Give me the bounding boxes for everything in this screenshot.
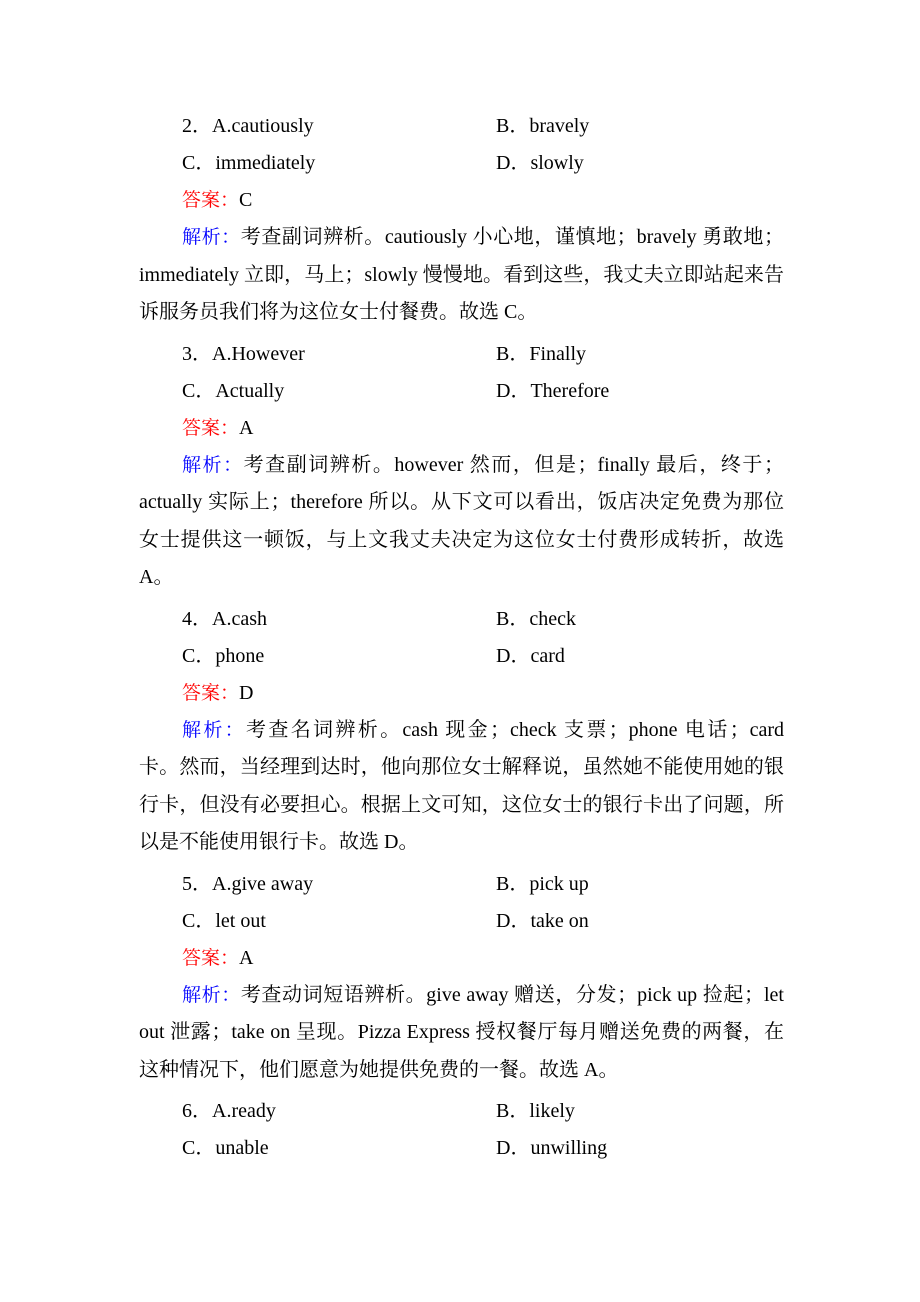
option-a: 4．A.cash [182, 607, 267, 630]
question-3 [139, 336, 784, 597]
question-5 [139, 866, 784, 1090]
answer-value: A [239, 946, 254, 969]
option-c: C．unable [182, 1137, 269, 1159]
option-b: B．pick up [496, 872, 589, 895]
option-a: 3．A.However [182, 342, 305, 365]
answer-value: C [239, 189, 253, 211]
question-4 [139, 601, 784, 862]
option-c: C．phone [182, 644, 265, 667]
options-row-cd [139, 1130, 784, 1167]
answer-label: 答案： [182, 946, 240, 969]
options-row-ab [139, 1093, 784, 1130]
answer-line [139, 182, 784, 219]
option-d: D．card [496, 644, 565, 667]
options-row-cd [139, 903, 784, 940]
option-d: D．Therefore [496, 379, 610, 402]
options-row-ab [139, 108, 784, 145]
option-b: B．likely [496, 1100, 575, 1122]
explanation [139, 977, 784, 1090]
options-row-cd [139, 373, 784, 410]
answer-label: 答案： [182, 416, 240, 439]
answer-label: 答案： [182, 681, 240, 704]
explanation-text: 考查动词短语辨析。give away 赠送，分发；pick up 捡起；let out 泄露；take on 呈现。Pizza Express 授权餐厅每月赠送免费的两餐，在这种情况下，他们愿意为她提供免费的一餐。故选 A。 [139, 983, 784, 1081]
answer-label: 答案： [182, 189, 240, 211]
document-page [139, 108, 784, 1167]
explanation-label: 解析： [182, 718, 247, 741]
question-6 [139, 1093, 784, 1167]
option-b: B．bravely [496, 115, 590, 137]
options-row-cd [139, 145, 784, 182]
answer-line [139, 940, 784, 977]
explanation [139, 447, 784, 597]
option-a: 2．A.cautiously [182, 115, 314, 137]
explanation [139, 219, 784, 332]
options-row-ab [139, 866, 784, 903]
options-row-ab [139, 336, 784, 373]
option-d: D．take on [496, 909, 589, 932]
explanation-text: 考查名词辨析。cash 现金；check 支票；phone 电话；card 卡。然而，当经理到达时，他向那位女士解释说，虽然她不能使用她的银行卡，但没有必要担心。根据上文可知，这位女士的银行卡出了问题，所以是不能使用银行卡。故选 D。 [139, 718, 784, 853]
explanation-label: 解析： [182, 453, 244, 476]
question-2 [139, 108, 784, 332]
explanation-text: 考查副词辨析。however 然而，但是；finally 最后，终于；actually 实际上；therefore 所以。从下文可以看出，饭店决定免费为那位女士提供这一顿饭，与上文我丈夫决定为这位女士付费形成转折，故选 A。 [139, 453, 784, 588]
option-d: D．unwilling [496, 1137, 608, 1159]
explanation-label: 解析： [182, 226, 241, 248]
explanation [139, 712, 784, 862]
answer-line [139, 410, 784, 447]
option-d: D．slowly [496, 152, 584, 174]
option-c: C．immediately [182, 152, 316, 174]
answer-value: A [239, 416, 254, 439]
answer-value: D [239, 681, 254, 704]
explanation-label: 解析： [182, 983, 241, 1006]
options-row-cd [139, 638, 784, 675]
option-c: C．Actually [182, 379, 285, 402]
option-a: 5．A.give away [182, 872, 314, 895]
explanation-text: 考查副词辨析。cautiously 小心地，谨慎地；bravely 勇敢地；immediately 立即，马上；slowly 慢慢地。看到这些，我丈夫立即站起来告诉服务员我们将为这位女士付餐费。故选 C。 [139, 226, 784, 323]
option-b: B．check [496, 607, 576, 630]
option-b: B．Finally [496, 342, 587, 365]
options-row-ab [139, 601, 784, 638]
answer-line [139, 675, 784, 712]
option-a: 6．A.ready [182, 1100, 276, 1122]
option-c: C．let out [182, 909, 266, 932]
